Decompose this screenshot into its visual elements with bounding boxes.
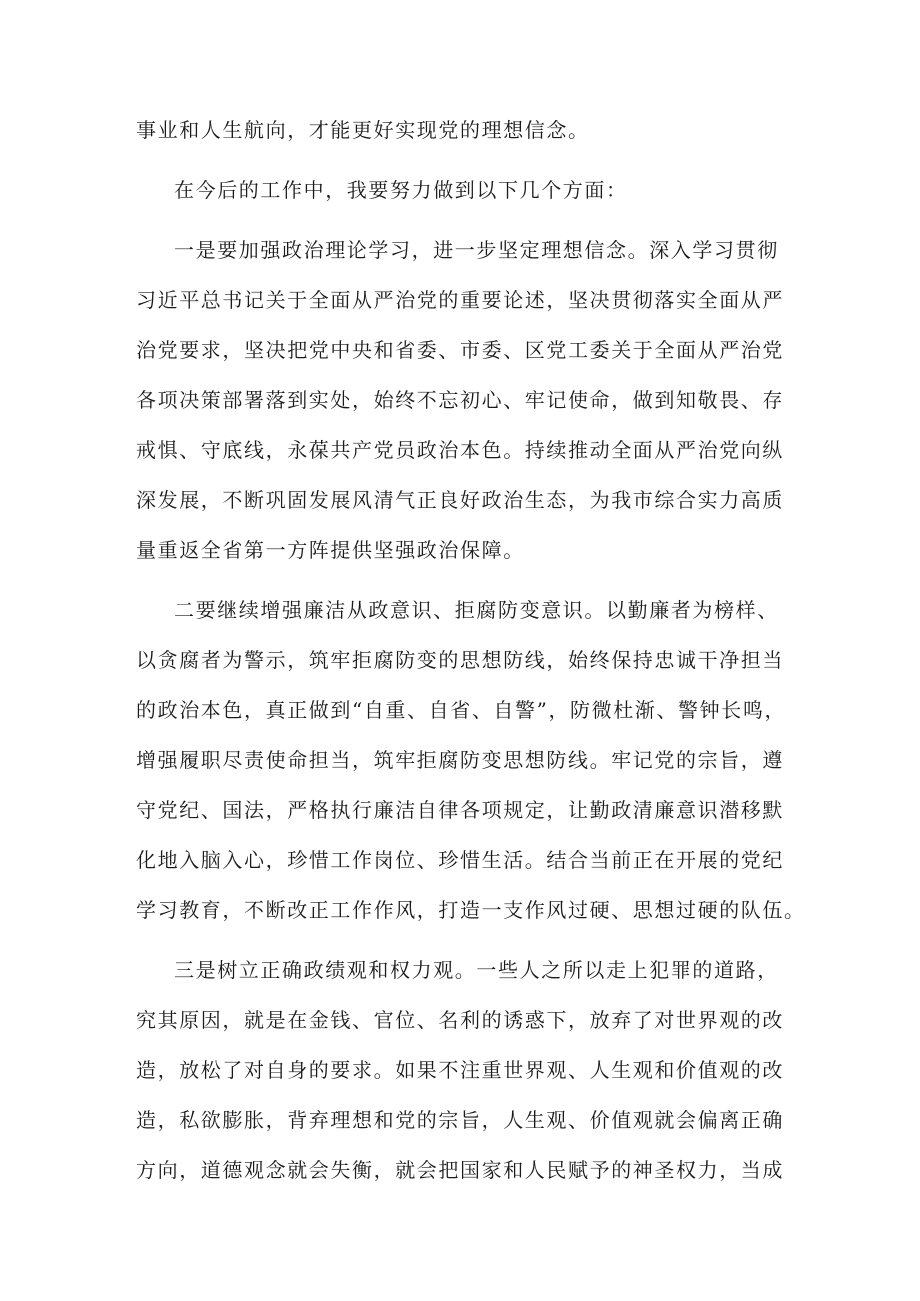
- text-line: 戒惧、守底线，永葆共产党员政治本色。持续推动全面从严治党向纵: [136, 438, 784, 462]
- text-line: 事业和人生航向，才能更好实现党的理想信念。: [136, 118, 590, 142]
- paragraph-first-line: 在今后的工作中，我要努力做到以下几个方面：: [174, 178, 628, 202]
- text-line: 增强履职尽责使命担当，筑牢拒腐防变思想防线。牢记党的宗旨，遵: [136, 748, 784, 772]
- text-line: 习近平总书记关于全面从严治党的重要论述，坚决贯彻落实全面从严: [136, 288, 784, 312]
- text-line: 治党要求，坚决把党中央和省委、市委、区党工委关于全面从严治党: [136, 338, 784, 362]
- text-line: 究其原因，就是在金钱、官位、名利的诱惑下，放弃了对世界观的改: [136, 1008, 784, 1032]
- text-line: 量重返全省第一方阵提供坚强政治保障。: [136, 538, 525, 562]
- text-line: 学习教育，不断改正工作作风，打造一支作风过硬、思想过硬的队伍。: [136, 898, 806, 922]
- text-line: 深发展，不断巩固发展风清气正良好政治生态，为我市综合实力高质: [136, 488, 784, 512]
- text-line: 守党纪、国法，严格执行廉洁自律各项规定，让勤政清廉意识潜移默: [136, 798, 784, 822]
- paragraph-first-line: 一是要加强政治理论学习，进一步坚定理想信念。深入学习贯彻: [174, 238, 779, 262]
- text-line: 方向，道德观念就会失衡，就会把国家和人民赋予的神圣权力，当成: [136, 1158, 784, 1182]
- text-line: 化地入脑入心，珍惜工作岗位、珍惜生活。结合当前正在开展的党纪: [136, 848, 784, 872]
- paragraph-first-line: 三是树立正确政绩观和权力观。一些人之所以走上犯罪的道路，: [174, 958, 779, 982]
- text-line: 以贪腐者为警示，筑牢拒腐防变的思想防线，始终保持忠诚干净担当: [136, 648, 784, 672]
- text-line: 造，放松了对自身的要求。如果不注重世界观、人生观和价值观的改: [136, 1058, 784, 1082]
- paragraph-first-line: 二要继续增强廉洁从政意识、拒腐防变意识。以勤廉者为榜样、: [174, 598, 779, 622]
- text-line: 造，私欲膨胀，背弃理想和党的宗旨，人生观、价值观就会偏离正确: [136, 1108, 784, 1132]
- text-line: 的政治本色，真正做到“自重、自省、自警”，防微杜渐、警钟长鸣，: [136, 698, 787, 722]
- text-line: 各项决策部署落到实处，始终不忘初心、牢记使命，做到知敬畏、存: [136, 388, 784, 412]
